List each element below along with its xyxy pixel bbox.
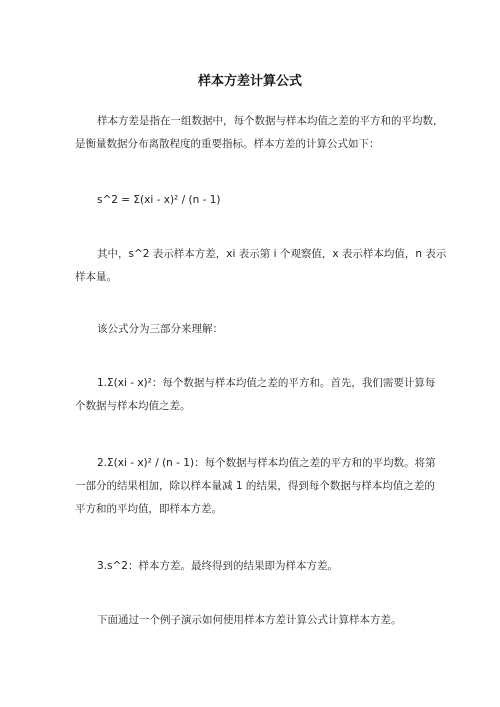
paragraph-symbols bbox=[75, 243, 447, 289]
text-line: 1.Σ(xi - x)²：每个数据与样本均值之差的平方和。首先，我们需要计算每 bbox=[97, 377, 436, 389]
text-line: 下面通过一个例子演示如何使用样本方差计算公式计算样本方差。 bbox=[97, 614, 402, 626]
text-line: 样本方差是指在一组数据中，每个数据与样本均值之差的平方和的平均数， bbox=[97, 115, 444, 127]
text-line: 2.Σ(xi - x)² / (n - 1)：每个数据与样本均值之差的平方和的平均数。将第 bbox=[97, 457, 436, 469]
paragraph-part-2 bbox=[75, 452, 435, 521]
text-line: 3.s^2：样本方差。最终得到的结果即为样本方差。 bbox=[97, 560, 338, 572]
text-line: 个数据与样本均值之差。 bbox=[75, 400, 191, 412]
paragraph-part-3 bbox=[75, 555, 435, 578]
paragraph-intro-parts bbox=[75, 318, 435, 341]
text-line: 一部分的结果相加，除以样本量减 1 的结果，得到每个数据与样本均值之差的 bbox=[75, 480, 435, 492]
formula-line: s^2 = Σ(xi - x)² / (n - 1) bbox=[97, 194, 221, 206]
text-line: 样本量。 bbox=[75, 271, 117, 283]
paragraph-part-1 bbox=[75, 372, 435, 418]
paragraph-definition bbox=[75, 110, 444, 156]
text-line: 是衡量数据分布离散程度的重要指标。样本方差的计算公式如下： bbox=[75, 138, 380, 150]
text-line: 其中，s^2 表示样本方差，xi 表示第 i 个观察值，x 表示样本均值，n 表示 bbox=[97, 248, 447, 260]
paragraph-example-intro bbox=[75, 609, 435, 632]
paragraph-formula bbox=[75, 189, 435, 212]
text-line: 平方和的平均值，即样本方差。 bbox=[75, 503, 222, 515]
text-line: 该公式分为三部分来理解： bbox=[97, 323, 223, 335]
document-title: 样本方差计算公式 bbox=[197, 74, 302, 89]
